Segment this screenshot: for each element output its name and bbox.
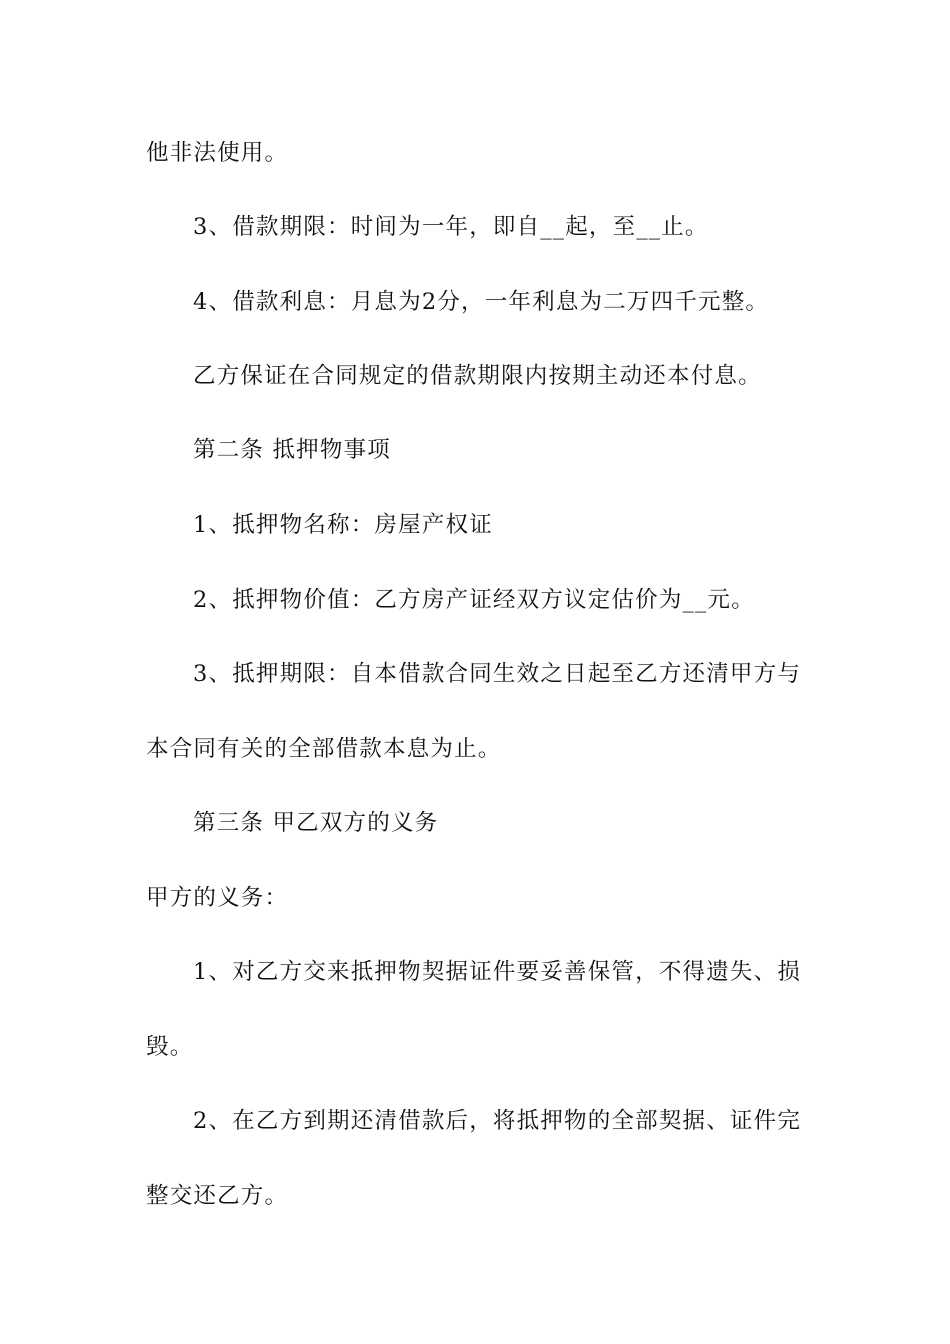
clause-loan-interest: 4、借款利息：月息为2分，一年利息为二万四千元整。: [193, 289, 770, 315]
clause-mortgage-term: 3、抵押期限：自本借款合同生效之日起至乙方还清甲方与: [193, 661, 802, 687]
clause-mortgage-term-cont: 本合同有关的全部借款本息为止。: [146, 736, 502, 762]
clause-collateral-value: 2、抵押物价值：乙方房产证经双方议定估价为__元。: [193, 587, 755, 613]
article-three-heading: 第三条 甲乙双方的义务: [193, 810, 439, 836]
obligation-two: 2、在乙方到期还清借款后，将抵押物的全部契据、证件完: [193, 1108, 802, 1134]
party-a-obligations-heading: 甲方的义务：: [146, 885, 289, 911]
clause-collateral-name: 1、抵押物名称：房屋产权证: [193, 512, 493, 538]
obligation-one-cont: 毁。: [146, 1034, 194, 1060]
repayment-guarantee: 乙方保证在合同规定的借款期限内按期主动还本付息。: [193, 363, 762, 389]
clause-loan-term: 3、借款期限：时间为一年，即自__起，至__止。: [193, 214, 709, 240]
obligation-one: 1、对乙方交来抵押物契据证件要妥善保管，不得遗失、损: [193, 959, 802, 985]
obligation-two-cont: 整交还乙方。: [146, 1183, 289, 1209]
paragraph-continuation: 他非法使用。: [146, 140, 289, 166]
article-two-heading: 第二条 抵押物事项: [193, 437, 391, 463]
